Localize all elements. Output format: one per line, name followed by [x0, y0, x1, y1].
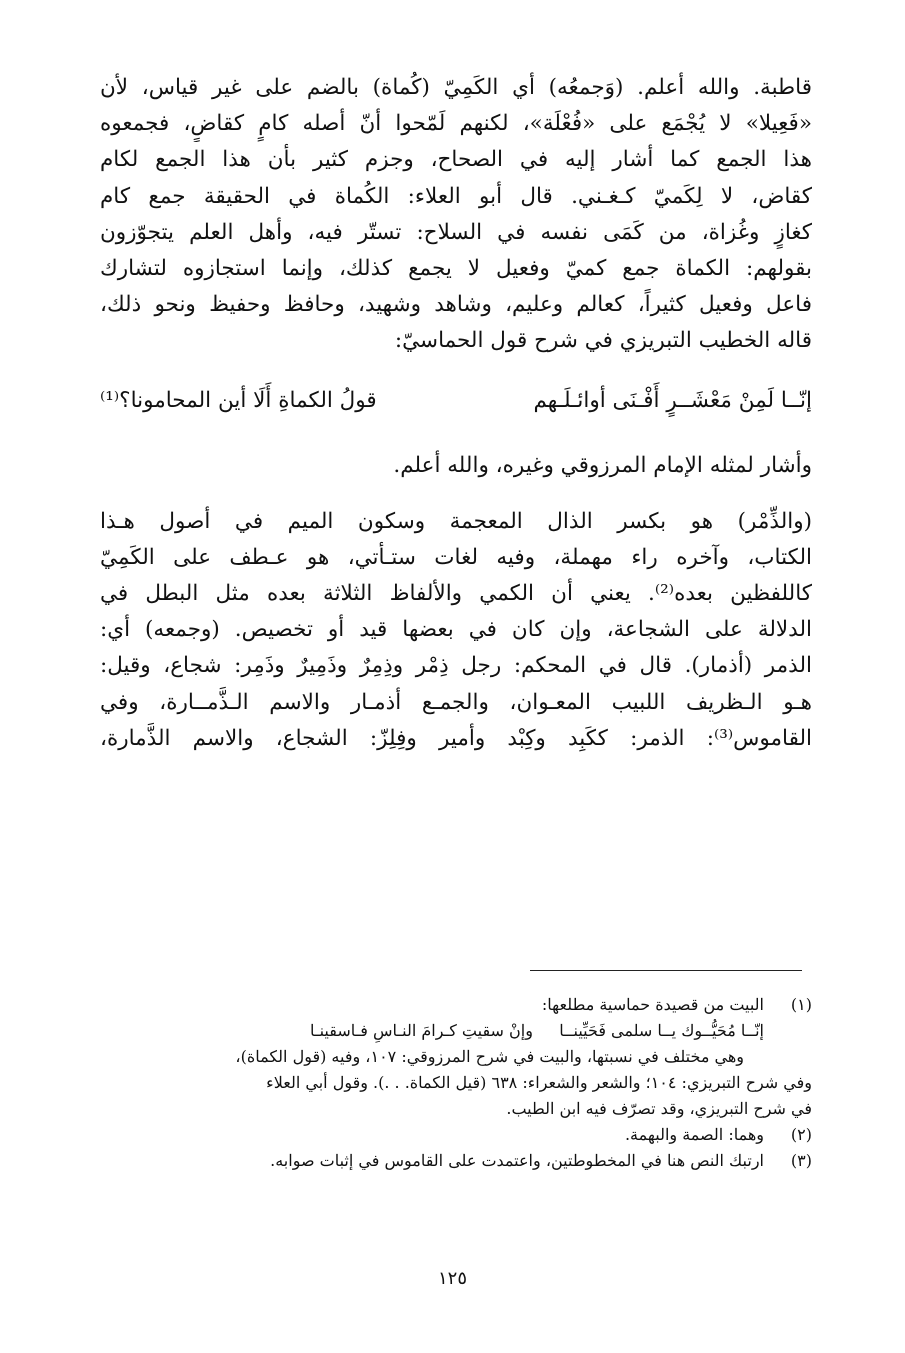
poetry-verse — [100, 388, 812, 428]
paragraph-3 — [100, 504, 812, 757]
footnote-text: وفي شرح التبريزي: ١٠٤؛ والشعر والشعراء: ٦٣٨ (قيل الكماة. . .). وقول أبي العلاء — [266, 1073, 812, 1092]
footnote-text: وهما: الصمة والبهمة. — [624, 1125, 764, 1144]
verse-first-hemistich: إنّــا لَمِنْ مَعْشَــرٍ أَفْـنَى أوائـلَـهم — [533, 387, 812, 413]
footnote-3 — [100, 1148, 812, 1174]
footnote-text: البيت من قصيدة حماسية مطلعها: — [541, 995, 764, 1014]
footnote-verse-second: وإنْ سقيتِ كـرامَ النـاسِ فـاسقينـا — [310, 1021, 533, 1040]
text-line: «فَعِيلا» لا يُجْمَع على «فُعْلَة»، لكنهم لَمّحوا أنّ أصله كامٍ كقاضٍ، فجمعوه — [100, 111, 812, 137]
main-text — [100, 70, 812, 757]
text-line: الكتاب، وآخره راء مهملة، وفيه لغات ستـأتي، هو عـطف على الكَمِيّ — [100, 544, 812, 570]
footnote-divider — [530, 970, 802, 971]
text-line: كاللفظين بعده⁽²⁾. يعني أن الكمي والألفاظ الثلاثة بعده مثل البطل في — [100, 581, 812, 607]
text-line: هـو الـظريف اللبيب المعـوان، والجمـع أذمـار والاسم الـذَّمــارة، وفي — [100, 689, 812, 715]
text-line: الذمر (أذمار). قال في المحكم: رجل ذِمْر وذِمِرٌ وذَمِيرٌ وذَمِر: شجاع، وقيل: — [100, 653, 812, 679]
footnotes — [100, 992, 812, 1174]
footnote-number: (٢) — [790, 1125, 812, 1144]
text-line: كقاض، لا لِكَميّ كـغـني. قال أبو العلاء: الكُماة في الحقيقة جمع كام — [100, 183, 812, 209]
footnote-1 — [100, 992, 812, 1122]
text-line: قاطبة. والله أعلم. (وَجمعُه) أي الكَمِيّ (كُماة) بالضم على غير قياس، لأن — [100, 75, 812, 100]
text-line: فاعل وفعيل كثيراً، كعالم وعليم، وشاهد وشهيد، وحافظ وحفيظ ونحو ذلك، — [100, 292, 812, 318]
verse-second-hemistich: قولُ الكماةِ أَلَا أين المحامونا؟⁽¹⁾ — [100, 387, 377, 413]
footnote-verse-first: إنّــا مُحَيُّــوك يــا سلمى فَحَيِّينــا — [559, 1021, 764, 1040]
footnote-verse — [100, 1018, 764, 1044]
text-line: (والذِّمْر) هو بكسر الذال المعجمة وسكون الميم في أصول هـذا — [100, 508, 812, 534]
page-number: ١٢٥ — [437, 1268, 467, 1289]
footnote-2 — [100, 1122, 812, 1148]
text-line: الدلالة على الشجاعة، وإن كان في بعضها قيد أو تخصيص. (وجمعه) أي: — [100, 617, 812, 643]
text-line: هذا الجمع كما أشار إليه في الصحاح، وجزم كثير بأن هذا الجمع لكام — [100, 147, 812, 173]
footnote-text: في شرح التبريزي، وقد تصرّف فيه ابن الطيب. — [506, 1099, 812, 1118]
text-line: بقولهم: الكماة جمع كميّ وفعيل لا يجمع كذلك، وإنما استجازوه لتشارك — [100, 256, 812, 282]
text-line: قاله الخطيب التبريزي في شرح قول الحماسيّ: — [394, 328, 812, 354]
footnote-text: ارتبك النص هنا في المخطوطتين، واعتمدت على القاموس في إثبات صوابه. — [270, 1151, 764, 1170]
text-line: كغازٍ وغُزاة، من كَمَى نفسه في السلاح: تستّر فيه، وأهل العلم يتجوّزون — [100, 219, 812, 245]
footnote-number: (٣) — [790, 1151, 812, 1170]
footnote-text: وهي مختلف في نسبتها، والبيت في شرح المرزوقي: ١٠٧، وفيه (قول الكماة)، — [235, 1047, 744, 1066]
text-line: القاموس⁽³⁾: الذمر: ككَبِد وكِبْد وأمير وفِلِزّ: الشجاع، والاسم الذَّمارة، — [100, 725, 812, 751]
paragraph-1 — [100, 70, 812, 360]
paragraph-2: وأشار لمثله الإمام المرزوقي وغيره، والله أعلم. — [393, 452, 812, 478]
footnote-number: (١) — [790, 995, 812, 1014]
